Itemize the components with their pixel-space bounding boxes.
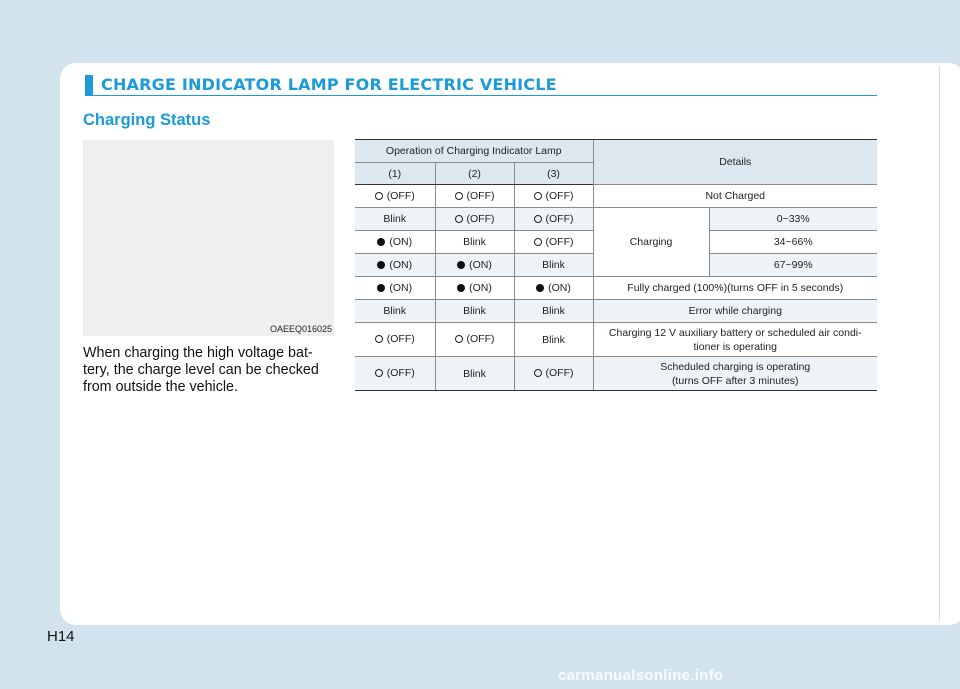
table-row: [355, 277, 877, 300]
lamp-off-icon: [534, 369, 542, 377]
detail-sub-cell: 0~33%: [709, 208, 877, 231]
lamp-on-icon: [377, 238, 385, 246]
lamp-off-icon: [375, 335, 383, 343]
lamp-cell: (OFF): [514, 231, 593, 254]
lamp-cell: Blink: [355, 300, 435, 323]
image-code: OAEEQ016025: [269, 324, 332, 334]
detail-line: Charging 12 V auxiliary battery or scheduled air condi-: [608, 326, 862, 339]
detail-line: (turns OFF after 3 minutes): [671, 374, 799, 387]
header-operation: Operation of Charging Indicator Lamp: [355, 140, 593, 163]
lamp-cell: (OFF): [435, 208, 514, 231]
lamp-cell: (OFF): [435, 185, 514, 208]
lamp-cell: (ON): [435, 277, 514, 300]
lamp-off-icon: [534, 192, 542, 200]
lamp-off-icon: [455, 192, 463, 200]
lamp-on-icon: [377, 284, 385, 292]
lamp-cell: Blink: [435, 300, 514, 323]
lamp-cell: (OFF): [514, 208, 593, 231]
page-number: H14: [47, 628, 75, 645]
lamp-off-icon: [534, 238, 542, 246]
lamp-cell: Blink: [514, 254, 593, 277]
lamp-cell: Blink: [435, 231, 514, 254]
table-row: [355, 300, 877, 323]
lamp-cell: (OFF): [435, 323, 514, 357]
table-row: [355, 357, 877, 391]
lamp-cell: (ON): [355, 231, 435, 254]
page-header-title: CHARGE INDICATOR LAMP FOR ELECTRIC VEHICLE: [101, 75, 557, 94]
detail-cell: Fully charged (100%)(turns OFF in 5 seconds): [593, 277, 877, 300]
body-paragraph: When charging the high voltage bat-tery, the charge level can be checked from outside the vehicle.: [83, 345, 319, 395]
lamp-cell: (ON): [514, 277, 593, 300]
table-row: [355, 208, 877, 231]
table-row: [355, 185, 877, 208]
charging-status-table: [355, 139, 877, 391]
lamp-cell: (OFF): [355, 185, 435, 208]
watermark: carmanualsonline.info: [558, 667, 724, 684]
lamp-cell: Blink: [514, 323, 593, 357]
header-rule: [85, 95, 877, 96]
lamp-off-icon: [534, 215, 542, 223]
detail-sub-cell: 34~66%: [709, 231, 877, 254]
section-title: Charging Status: [83, 111, 211, 129]
detail-cell: [593, 357, 877, 391]
lamp-cell: Blink: [435, 357, 514, 391]
detail-charging: Charging: [593, 208, 709, 277]
lamp-off-icon: [375, 192, 383, 200]
lamp-cell: (ON): [355, 254, 435, 277]
lamp-cell: (ON): [435, 254, 514, 277]
table-row: [355, 323, 877, 357]
lamp-cell: Blink: [355, 208, 435, 231]
detail-cell: Error while charging: [593, 300, 877, 323]
lamp-on-icon: [457, 284, 465, 292]
lamp-off-icon: [455, 335, 463, 343]
lamp-cell: Blink: [514, 300, 593, 323]
header-accent-bar: [85, 75, 93, 95]
header-col3: (3): [514, 163, 593, 185]
right-divider: [939, 66, 940, 621]
lamp-cell: (OFF): [355, 357, 435, 391]
header-details: Details: [593, 140, 877, 185]
lamp-off-icon: [375, 369, 383, 377]
lamp-cell: (OFF): [514, 185, 593, 208]
header-col2: (2): [435, 163, 514, 185]
lamp-on-icon: [536, 284, 544, 292]
detail-cell: Not Charged: [593, 185, 877, 208]
lamp-cell: (OFF): [355, 323, 435, 357]
lamp-on-icon: [457, 261, 465, 269]
lamp-cell: (OFF): [514, 357, 593, 391]
header-col1: (1): [355, 163, 435, 185]
lamp-off-icon: [455, 215, 463, 223]
detail-cell: [593, 323, 877, 357]
detail-line: tioner is operating: [693, 340, 777, 353]
detail-line: Scheduled charging is operating: [660, 360, 811, 373]
detail-sub-cell: 67~99%: [709, 254, 877, 277]
charge-port-image: [83, 140, 334, 336]
lamp-cell: (ON): [355, 277, 435, 300]
lamp-on-icon: [377, 261, 385, 269]
